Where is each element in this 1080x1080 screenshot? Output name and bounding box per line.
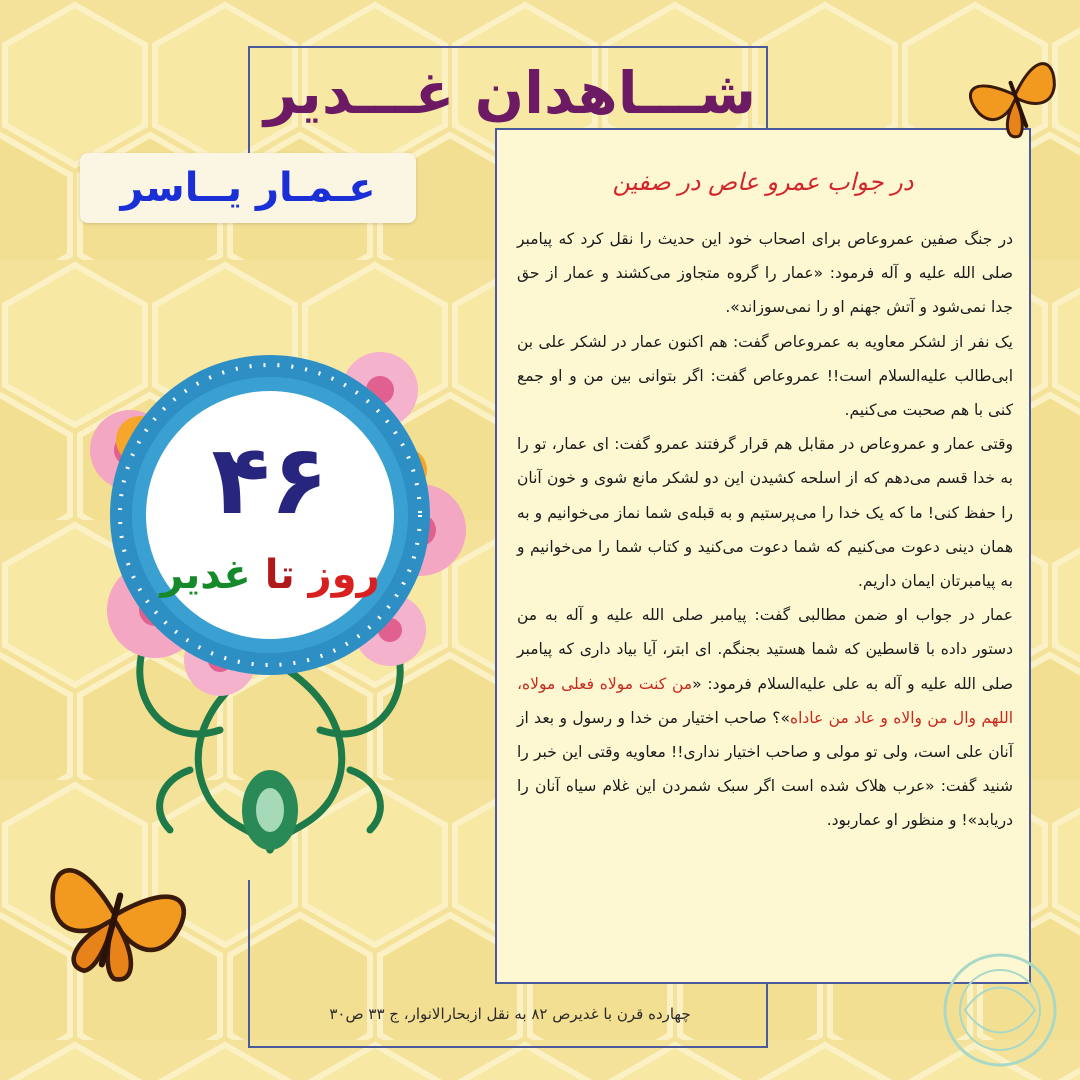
panel-body bbox=[517, 222, 1013, 838]
paragraph: یک نفر از لشکر معاویه به عمروعاص گفت: هم اکنون عمار در لشکر علی بن ابی‌طالب علیه‌السلام است!! عمروعاص گفت: اگر بتوانی بین من و او جمع کنی با هم صحبت می‌کنیم. bbox=[517, 332, 1013, 420]
source-citation: چهارده قرن با غدیرص ۸۲ به نقل ازبحارالانوار، ج ۳۳ ص۳۰ bbox=[329, 1005, 691, 1023]
calligraphy-stamp bbox=[935, 950, 1065, 1070]
butterfly-icon bbox=[960, 40, 1070, 150]
days-label bbox=[145, 545, 395, 605]
person-name: عـمـار یــاسر bbox=[120, 165, 376, 211]
paragraph-text: عمار در جواب او ضمن مطالبی گفت: پیامبر صلی الله علیه و آله به من دستور داده با قاسطین که شما هستید بجنگم. ای ابتر، آیا بیاد داری که پیامبر صلی الله علیه و آله به علی علیه‌السلام فرمود: « bbox=[517, 606, 1013, 693]
until-word: تا bbox=[264, 552, 295, 598]
paragraph bbox=[517, 598, 1013, 837]
paragraph: وقتی عمار و عمروعاص در مقابل هم قرار گرفتند عمرو گفت: ای عمار، تو را به خدا قسم می‌دهم که از اسلحه کشیدن این دو لشکر مانع شوی و خون آنان را حفظ کنی! ما که یک خدا را می‌پرستیم و به قبله‌ی شما نماز می‌خوانیم و به همان دینی دعوت می‌کنیم که شما دعوت می‌کنید و کتاب شما را می‌خوانیم و به پیامبرتان ایمان داریم. bbox=[517, 435, 1013, 591]
days-word: روز bbox=[308, 552, 380, 598]
page-title: شـــاهدان غـــدیر bbox=[263, 59, 757, 127]
butterfly-icon bbox=[30, 830, 200, 1000]
hadith-quote: من کنت مولاه فعلی مولاه، اللهم وال من والاه و عاد من عاداه bbox=[517, 674, 1013, 727]
name-badge bbox=[80, 153, 416, 223]
paragraph-text: »؟ صاحب اختیار من خدا و رسول و بعد از آنان علی است، ولی تو مولی و صاحب اختیار نداری!! معاویه وقتی این خبر را شنید گفت: «عرب هلاک شده است اگر سبک شمردن این غلام سیاه آنان را دریابد»! و منظور او عماربود. bbox=[517, 708, 1013, 830]
paragraph: در جنگ صفین عمروعاص برای اصحاب خود این حدیث را نقل کرد که پیامبر صلی الله علیه و آله فرمود: «عمار را گروه متجاوز می‌کشند و عمار از حق جدا نمی‌شود و آتش جهنم او را نمی‌سوزاند». bbox=[517, 230, 1013, 317]
text-panel bbox=[495, 128, 1031, 984]
frame-bottom-line bbox=[248, 1046, 768, 1048]
ghadir-word: غدیر bbox=[160, 552, 251, 598]
days-count: ۴۶ bbox=[211, 424, 329, 536]
panel-subtitle: در جواب عمرو عاص در صفین bbox=[612, 168, 914, 196]
